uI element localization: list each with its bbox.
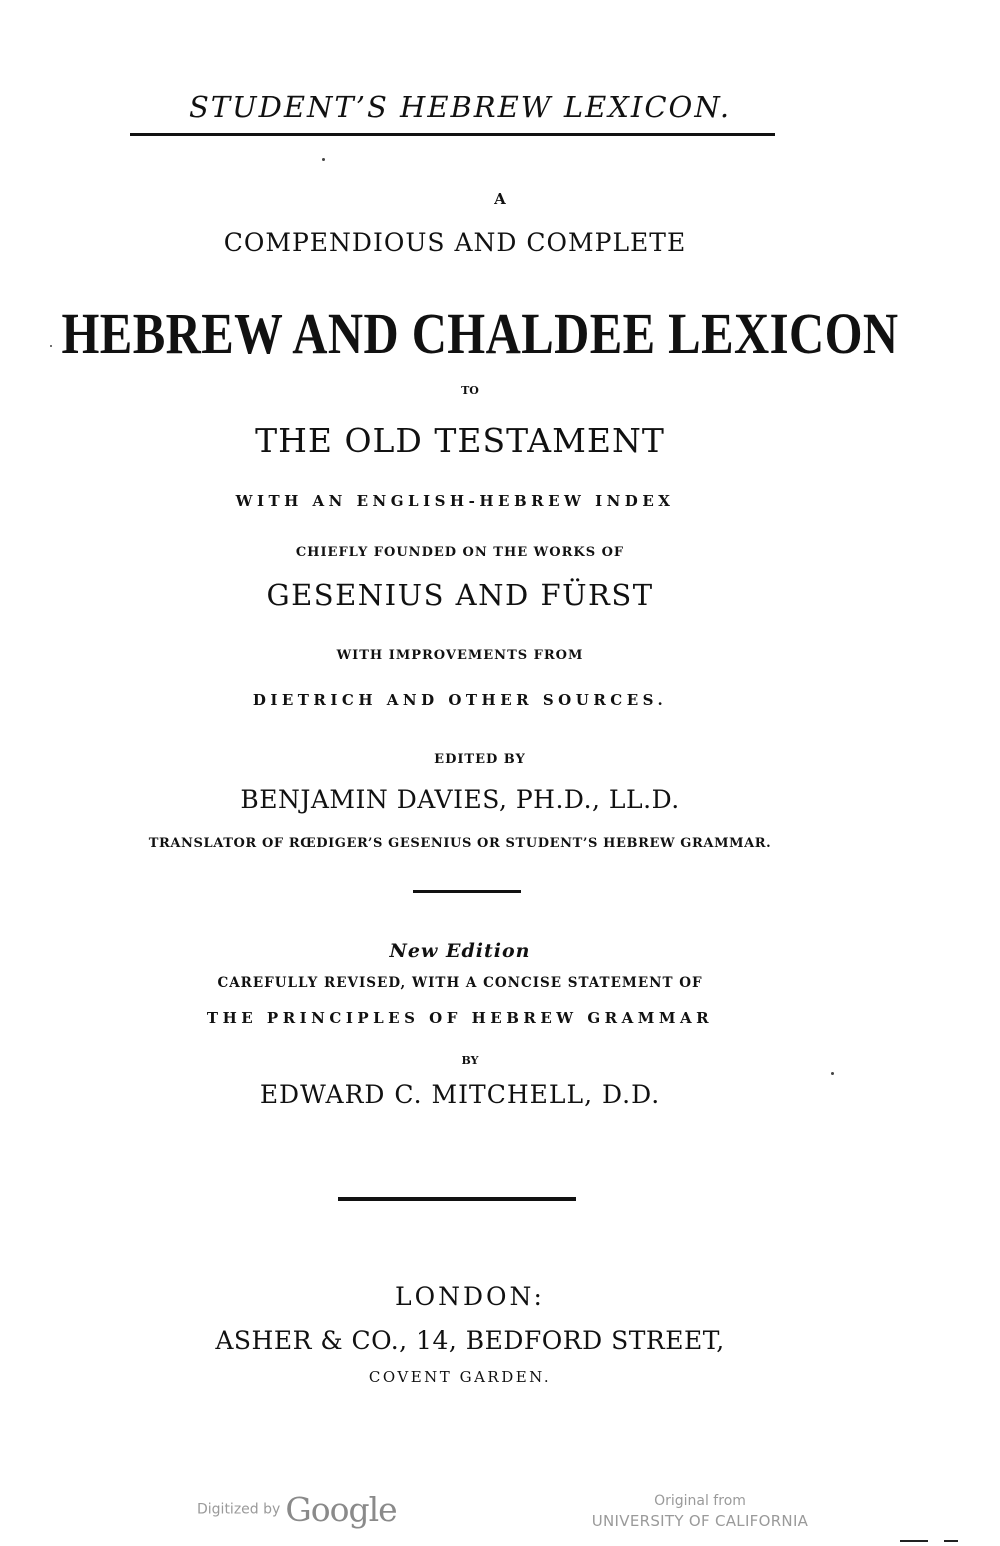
scan-mark <box>900 1540 928 1542</box>
principles-line: THE PRINCIPLES OF HEBREW GRAMMAR <box>206 1009 714 1027</box>
edited-by: EDITED BY <box>434 752 526 767</box>
by-label: BY <box>461 1054 479 1067</box>
title-subject: THE OLD TESTAMENT <box>255 421 665 460</box>
divider-long <box>338 1197 576 1201</box>
original-source-watermark <box>560 1491 840 1531</box>
reviser-name: EDWARD C. MITCHELL, D.D. <box>259 1080 661 1109</box>
imprint-publisher: ASHER & CO., 14, BEDFORD STREET, <box>215 1326 725 1355</box>
editor-note: TRANSLATOR OF RŒDIGER’S GESENIUS OR STUDENT’S HEBREW GRAMMAR. <box>148 836 772 851</box>
scan-speck <box>322 158 325 161</box>
source-authors: GESENIUS AND FÜRST <box>266 578 654 612</box>
title-line-1: COMPENDIOUS AND COMPLETE <box>223 228 687 257</box>
scan-mark <box>944 1540 958 1542</box>
imprint-area: COVENT GARDEN. <box>368 1368 552 1386</box>
main-title: HEBREW AND CHALDEE LEXICON <box>61 301 899 366</box>
revised-line: CAREFULLY REVISED, WITH A CONCISE STATEMENT OF <box>217 975 703 991</box>
edition-label: New Edition <box>389 940 531 962</box>
title-to: TO <box>461 384 479 397</box>
improvements-line: WITH IMPROVEMENTS FROM <box>336 648 584 663</box>
sources-line: DIETRICH AND OTHER SOURCES. <box>252 691 668 709</box>
imprint-city: LONDON: <box>395 1282 545 1311</box>
digitized-watermark <box>197 1490 397 1529</box>
original-institution: UNIVERSITY OF CALIFORNIA <box>591 1512 809 1530</box>
divider-short <box>413 890 521 893</box>
scan-speck <box>50 345 52 347</box>
index-line: WITH AN ENGLISH-HEBREW INDEX <box>235 492 675 510</box>
digitized-label: Digitized by <box>197 1501 281 1518</box>
header-rule <box>130 133 775 136</box>
running-header: STUDENT’S HEBREW LEXICON. <box>188 90 732 124</box>
founded-line: CHIEFLY FOUNDED ON THE WORKS OF <box>295 545 625 560</box>
title-article: A <box>494 190 506 208</box>
original-label: Original from <box>654 1493 746 1509</box>
google-logo: Google <box>285 1490 397 1529</box>
scan-speck <box>831 1072 834 1075</box>
editor-name: BENJAMIN DAVIES, PH.D., LL.D. <box>240 785 680 814</box>
